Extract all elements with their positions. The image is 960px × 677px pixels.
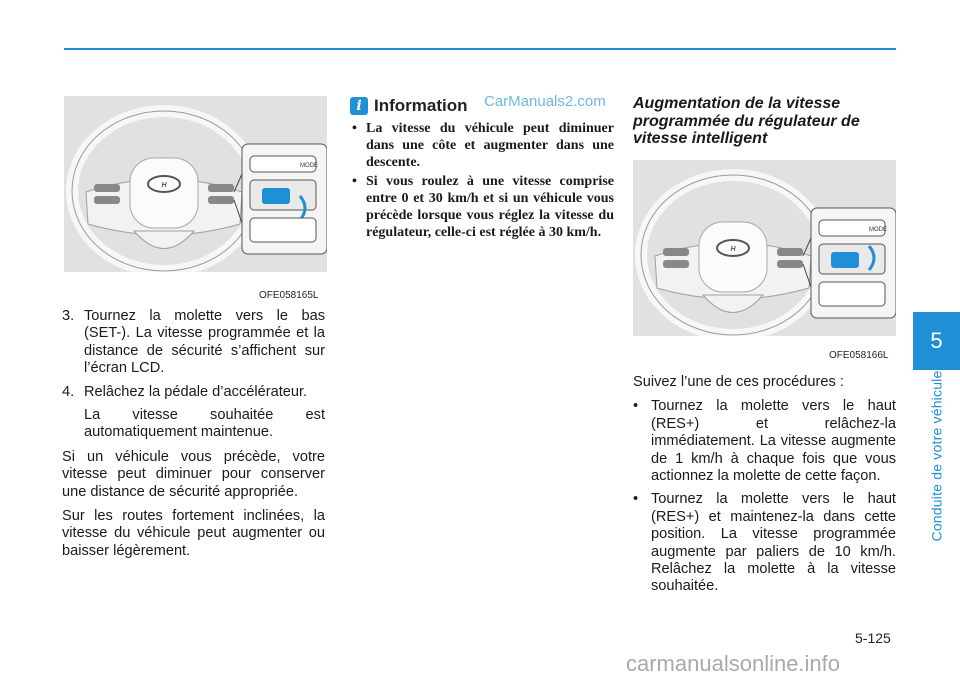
item-text: Relâchez la pédale d’accélérateur. <box>84 383 308 400</box>
information-heading <box>350 96 468 116</box>
intro-text: Suivez l’une de ces procédures : <box>633 374 844 390</box>
item-text: Tournez la molette vers le bas (SET-). La vitesse programmée et la distance de sécurité s’affichent sur l’écran LCD. <box>84 308 325 377</box>
item-text: Tournez la molette vers le haut (RES+) et relâchez-la immédiatement. La vitesse augmente de 1 km/h à chaque fois que vous actionnez la molette de cette façon. <box>651 398 896 485</box>
steering-wheel-figure-res <box>633 160 896 336</box>
paragraph: Si un véhicule vous précède, votre vitesse peut diminuer pour conserver une distance de sécurité appropriée. <box>62 448 325 500</box>
figure-code: OFE058166L <box>829 350 889 361</box>
info-icon: i <box>350 97 368 115</box>
steering-wheel-figure-set <box>64 96 327 272</box>
list-item <box>62 384 325 401</box>
chapter-number-tab: 5 <box>913 312 960 370</box>
right-column <box>633 374 896 602</box>
list-item <box>633 398 896 485</box>
svg-text:H: H <box>730 246 736 253</box>
svg-text:H: H <box>161 182 167 189</box>
svg-text:MODE: MODE <box>300 163 318 169</box>
item-text: Tournez la molette vers le haut (RES+) et maintenez-la dans cette position. La vitesse programmée augmente par paliers de 10 km/h. Relâchez la molette à la vitesse souhaitée. <box>651 491 896 595</box>
bullet-marker: • <box>352 174 357 189</box>
section-title: Augmentation de la vitesse programmée du régulateur de vitesse intelligent <box>633 95 860 147</box>
bullet-marker: • <box>633 398 639 415</box>
figure-code: OFE058165L <box>259 290 319 301</box>
information-title: Information <box>374 96 468 115</box>
watermark: carmanualsonline.info <box>626 651 841 676</box>
steering-wheel-illustration <box>633 160 896 336</box>
watermark: CarManuals2.com <box>484 93 606 110</box>
header-rule <box>64 48 896 50</box>
paragraph: Sur les routes fortement inclinées, la vitesse du véhicule peut augmenter ou baisser légèrement. <box>62 508 325 559</box>
bullet-marker: • <box>352 121 357 136</box>
information-body <box>352 120 614 243</box>
chapter-title <box>922 366 950 546</box>
item-note: La vitesse souhaitée est automatiquement maintenue. <box>84 407 325 441</box>
list-item <box>633 491 896 595</box>
list-item <box>352 120 614 171</box>
item-text: Si vous roulez à une vitesse comprise entre 0 et 30 km/h et si un véhicule vous précède lorsque vous réglez la vitesse du régulateur, celle-ci est réglée à 30 km/h. <box>366 174 614 240</box>
item-text: La vitesse du véhicule peut diminuer dans une côte et augmenter dans une descente. <box>366 121 614 170</box>
page-number: 5-125 <box>855 630 891 646</box>
list-item <box>352 173 614 241</box>
steering-wheel-illustration <box>64 96 327 272</box>
svg-text:MODE: MODE <box>869 227 887 233</box>
chapter-title-text: Conduite de votre véhicule <box>928 370 945 542</box>
left-column <box>62 308 325 567</box>
bullet-marker: • <box>633 491 639 508</box>
item-number: 3. <box>62 308 75 324</box>
item-number: 4. <box>62 383 75 400</box>
list-item <box>62 308 325 378</box>
